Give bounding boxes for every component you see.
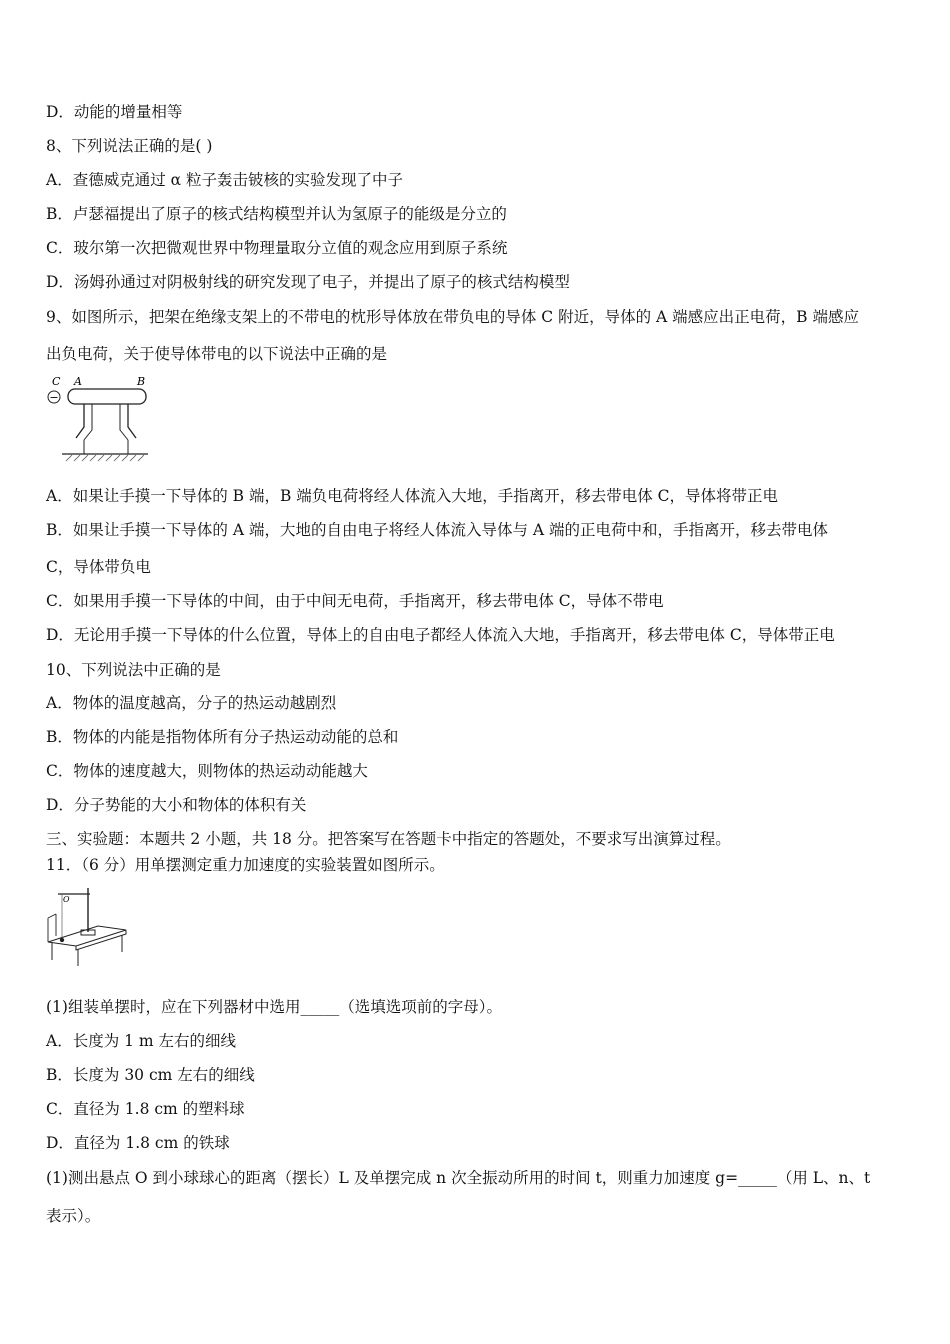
q11-option-c: C．直径为 1.8 cm 的塑料球 [46, 1100, 245, 1118]
q10-option-c: C．物体的速度越大，则物体的热运动动能越大 [46, 762, 368, 780]
q8-option-c: C．玻尔第一次把微观世界中物理量取分立值的观念应用到原子系统 [46, 239, 508, 257]
section3-heading: 三、实验题：本题共 2 小题，共 18 分。把答案写在答题卡中指定的答题处，不要求写出演算过程。 [46, 830, 731, 848]
pillow-conductor-figure [44, 372, 148, 462]
q9-stem-line2: 出负电荷，关于使导体带电的以下说法中正确的是 [46, 345, 388, 363]
q11-option-d: D．直径为 1.8 cm 的铁球 [46, 1134, 230, 1152]
figure-label-o: O [63, 895, 70, 904]
q7-option-d: D．动能的增量相等 [46, 103, 183, 121]
q11-part1: (1)组装单摆时，应在下列器材中选用_____（选填选项前的字母）。 [46, 998, 502, 1016]
q9-option-b-continued: C，导体带负电 [46, 558, 151, 576]
pendulum-apparatus-figure [44, 886, 130, 968]
q9-option-c: C．如果用手摸一下导体的中间，由于中间无电荷，手指离开，移去带电体 C，导体不带电 [46, 592, 664, 610]
figure-label-b: B [137, 375, 146, 388]
figure-label-a: A [74, 375, 82, 388]
q10-option-d: D．分子势能的大小和物体的体积有关 [46, 796, 307, 814]
q8-option-a: A．查德威克通过 α 粒子轰击铍核的实验发现了中子 [46, 171, 404, 189]
q8-option-d: D．汤姆孙通过对阴极射线的研究发现了电子，并提出了原子的核式结构模型 [46, 273, 570, 291]
q10-stem: 10、下列说法中正确的是 [46, 661, 221, 679]
q11-option-b: B．长度为 30 cm 左右的细线 [46, 1066, 255, 1084]
q11-part2-line2: 表示）。 [46, 1207, 101, 1225]
q11-stem: 11．（6 分）用单摆测定重力加速度的实验装置如图所示。 [46, 856, 445, 874]
q9-option-a: A．如果让手摸一下导体的 B 端，B 端负电荷将经人体流入大地，手指离开，移去带电体 C，导体将带正电 [46, 487, 779, 505]
q9-option-b: B．如果让手摸一下导体的 A 端，大地的自由电子将经人体流入导体与 A 端的正电荷中和，手指离开，移去带电体 [46, 521, 828, 539]
charge-minus-sign: − [49, 391, 59, 404]
figure-label-c: C [52, 375, 61, 388]
q11-part2-line1: (1)测出悬点 O 到小球球心的距离（摆长）L 及单摆完成 n 次全振动所用的时间 t，则重力加速度 g=_____（用 L、n、t [46, 1169, 871, 1187]
q10-option-a: A．物体的温度越高，分子的热运动越剧烈 [46, 694, 337, 712]
q10-option-b: B．物体的内能是指物体所有分子热运动动能的总和 [46, 728, 399, 746]
q8-stem: 8、下列说法正确的是( ) [46, 137, 213, 155]
q11-option-a: A．长度为 1 m 左右的细线 [46, 1032, 237, 1050]
q9-option-d: D．无论用手摸一下导体的什么位置，导体上的自由电子都经人体流入大地，手指离开，移去带电体 C，导体带正电 [46, 626, 835, 644]
q8-option-b: B．卢瑟福提出了原子的核式结构模型并认为氢原子的能级是分立的 [46, 205, 507, 223]
q9-stem-line1: 9、如图所示，把架在绝缘支架上的不带电的枕形导体放在带负电的导体 C 附近，导体的 A 端感应出正电荷，B 端感应 [46, 308, 859, 326]
